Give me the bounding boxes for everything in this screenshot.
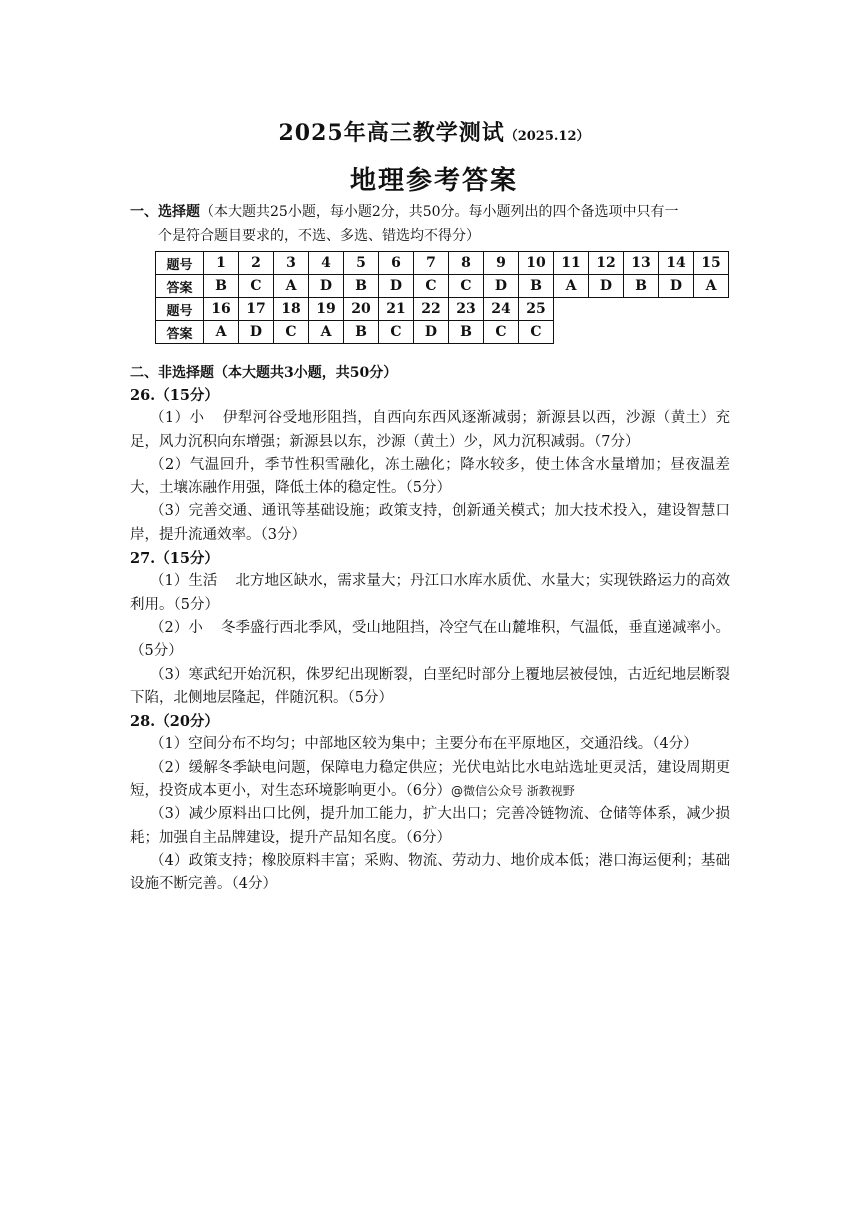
answer-text: （3）减少原料出口比例，提升加工能力，扩大出口；完善冷链物流、仓储等体系，减少损耗；加强自主品牌建设，提升产品知名度。（6分） — [130, 806, 730, 846]
answer-choice-prefix: （1）生活 — [150, 573, 218, 590]
row-label: 题号 — [156, 298, 204, 321]
answer-cell: A — [204, 321, 239, 344]
row-label: 答案 — [156, 275, 204, 298]
answer-part — [130, 664, 730, 711]
answer-part — [130, 850, 730, 897]
answer-choice-prefix: （1）小 — [150, 410, 205, 427]
question-number-cell: 18 — [274, 298, 309, 321]
answer-cell: C — [239, 275, 274, 298]
answer-cell: B — [344, 321, 379, 344]
answer-cell: D — [239, 321, 274, 344]
answer-cell: A — [309, 321, 344, 344]
question-number-cell: 17 — [239, 298, 274, 321]
question-number-cell: 21 — [379, 298, 414, 321]
answer-text: （3）寒武纪开始沉积，侏罗纪出现断裂，白垩纪时部分上覆地层被侵蚀，古近纪地层断裂下陷，北侧地层隆起，伴随沉积。（5分） — [130, 666, 730, 706]
question-number-cell: 4 — [309, 252, 344, 275]
answer-table — [155, 251, 729, 344]
empty-cell — [624, 298, 659, 321]
answer-cell: B — [624, 275, 659, 298]
empty-cell — [554, 298, 589, 321]
answer-part — [130, 570, 730, 617]
answer-cell: B — [344, 275, 379, 298]
question-label: 27.（15分） — [130, 550, 219, 568]
question-number-cell: 14 — [659, 252, 694, 275]
question-label: 28.（20分） — [130, 713, 219, 731]
watermark-text: @微信公众号 浙教视野 — [450, 784, 575, 799]
exam-title — [0, 116, 868, 147]
question-number-cell: 23 — [449, 298, 484, 321]
question-number-cell: 2 — [239, 252, 274, 275]
answer-cell: C — [519, 321, 554, 344]
answer-text: 冬季盛行西北季风，受山地阻挡，冷空气在山麓堆积，气温低，垂直递减率小。（5分） — [130, 619, 730, 660]
answer-cell: B — [204, 275, 239, 298]
question-number-cell: 12 — [589, 252, 624, 275]
answer-cell: D — [379, 275, 414, 298]
empty-cell — [624, 321, 659, 344]
question-number-cell: 19 — [309, 298, 344, 321]
answer-part — [130, 454, 730, 501]
answer-choice-prefix: （2）小 — [150, 619, 203, 636]
question-number-cell: 7 — [414, 252, 449, 275]
answer-part — [130, 407, 730, 454]
answer-cell: A — [274, 275, 309, 298]
question-number-cell: 20 — [344, 298, 379, 321]
question-number-cell: 25 — [519, 298, 554, 321]
section1-instruction-1: （本大题共25小题，每小题2分，共50分。每小题列出的四个备选项中只有一 — [200, 204, 679, 220]
answer-part — [130, 803, 730, 850]
question-number-cell: 15 — [694, 252, 729, 275]
answer-cell: C — [414, 275, 449, 298]
section2-heading: 二、非选择题（本大题共3小题，共50分） — [130, 365, 398, 381]
answer-cell: D — [484, 275, 519, 298]
answer-text: （3）完善交通、通讯等基础设施；政策支持，创新通关模式；加大技术投入，建设智慧口岸，提升流通效率。（3分） — [130, 503, 730, 543]
answer-cell: D — [414, 321, 449, 344]
section1-heading: 一、选择题 — [130, 204, 200, 220]
question-number-cell: 24 — [484, 298, 519, 321]
answer-cell: A — [694, 275, 729, 298]
question-number-cell: 11 — [554, 252, 589, 275]
answer-cell: C — [379, 321, 414, 344]
question-number-cell: 16 — [204, 298, 239, 321]
exam-title-text: 2025年高三教学测试 — [278, 120, 505, 146]
answer-cell: B — [449, 321, 484, 344]
empty-cell — [589, 298, 624, 321]
empty-cell — [694, 298, 729, 321]
question-number-cell: 22 — [414, 298, 449, 321]
page-subtitle: 地理参考答案 — [349, 166, 518, 196]
row-label: 答案 — [156, 321, 204, 344]
question-number-cell: 1 — [204, 252, 239, 275]
question-number-cell: 3 — [274, 252, 309, 275]
question-number-cell: 9 — [484, 252, 519, 275]
section1-instruction-2: 个是符合题目要求的，不选、多选、错选均不得分） — [158, 228, 480, 244]
answer-part — [130, 500, 730, 547]
answer-text: （2）缓解冬季缺电问题，保障电力稳定供应；光伏电站比水电站选址更灵活，建设周期更短，投资成本更小，对生态环境影响更小。（6分） — [130, 759, 730, 800]
question-number-cell: 13 — [624, 252, 659, 275]
answer-part — [130, 617, 730, 664]
multiple-choice-section — [130, 200, 740, 248]
question-number-cell: 5 — [344, 252, 379, 275]
answer-cell: B — [519, 275, 554, 298]
question-number-row — [156, 298, 729, 321]
answer-text: （1）空间分布不均匀；中部地区较为集中；主要分布在平原地区，交通沿线。（4分） — [150, 736, 698, 753]
question-label: 26.（15分） — [130, 387, 219, 404]
answer-cell: A — [554, 275, 589, 298]
answer-row — [156, 275, 729, 298]
empty-cell — [659, 298, 694, 321]
answer-cell: D — [309, 275, 344, 298]
answer-row — [156, 321, 729, 344]
answer-cell: C — [274, 321, 309, 344]
answer-text: （2）气温回升，季节性积雪融化，冻土融化；降水较多，使土体含水量增加；昼夜温差大，土壤冻融作用强，降低土体的稳定性。（5分） — [130, 456, 730, 497]
row-label: 题号 — [156, 252, 204, 275]
answer-cell: C — [449, 275, 484, 298]
empty-cell — [554, 321, 589, 344]
answer-text: 伊犁河谷受地形阻挡，自西向东西风逐渐减弱；新源县以西，沙源（黄土）充足，风力沉积向东增强；新源县以东，沙源（黄土）少，风力沉积减弱。（7分） — [130, 410, 730, 450]
answer-cell: C — [484, 321, 519, 344]
empty-cell — [694, 321, 729, 344]
question-number-row — [156, 252, 729, 275]
exam-date: （2025.12） — [504, 129, 590, 144]
free-response-answers — [130, 384, 730, 897]
question-number-cell: 8 — [449, 252, 484, 275]
empty-cell — [659, 321, 694, 344]
answer-part — [130, 757, 730, 804]
question-number-cell: 10 — [519, 252, 554, 275]
answer-text: （4）政策支持；橡胶原料丰富；采购、物流、劳动力、地价成本低；港口海运便利；基础设施不断完善。（4分） — [130, 852, 730, 893]
answer-cell: D — [589, 275, 624, 298]
answer-text: 北方地区缺水，需求量大；丹江口水库水质优、水量大；实现铁路运力的高效利用。（5分） — [130, 573, 730, 613]
empty-cell — [589, 321, 624, 344]
question-number-cell: 6 — [379, 252, 414, 275]
answer-part — [130, 733, 730, 756]
answer-cell: D — [659, 275, 694, 298]
